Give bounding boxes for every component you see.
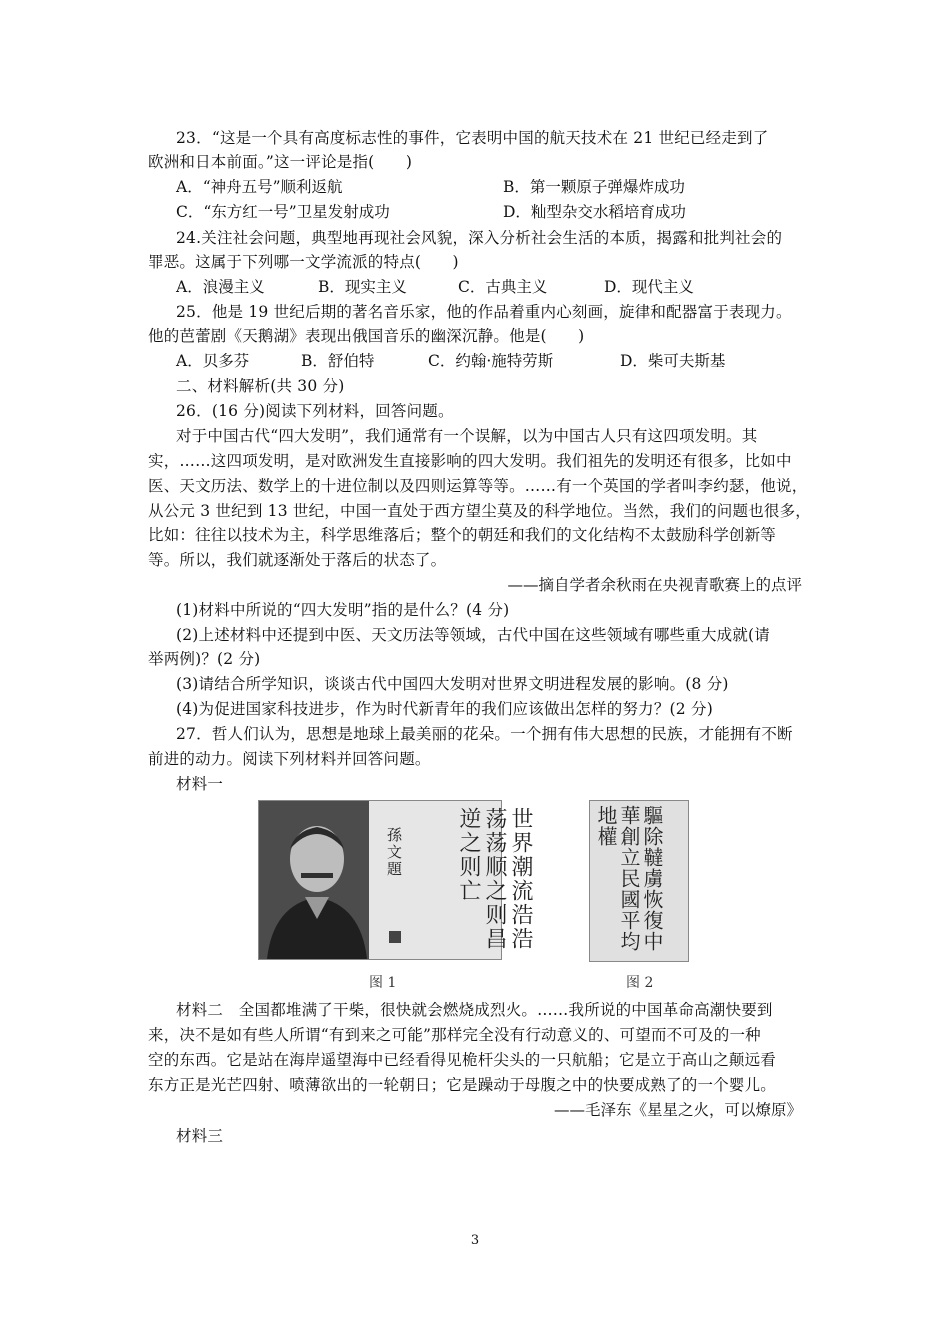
material-three-label: 材料三 [176, 1127, 224, 1145]
q26-sub1: (1)材料中所说的“四大发明”指的是什么？(4 分) [176, 601, 510, 619]
q24-option-a: A．浪漫主义 [176, 278, 265, 296]
figure-2-calligraphy: 驅除韃虜恢復中華創立民國平均地權 [594, 805, 664, 952]
q26-material-line2: 实，……这四项发明，是对欧洲发生直接影响的四大发明。我们祖先的发明还有很多，比如中 [148, 452, 792, 470]
material-two-source: ——毛泽东《星星之火，可以燎原》 [553, 1101, 802, 1119]
section-heading: 二、材料解析(共 30 分) [176, 377, 345, 395]
q26-source: ——摘自学者余秋雨在央视青歌赛上的点评 [507, 576, 802, 594]
figure-1-caption: 图 1 [369, 975, 397, 991]
q25-option-d: D．柴可夫斯基 [620, 352, 726, 370]
seal-icon [389, 931, 401, 943]
q27-stem-line1: 27．哲人们认为，思想是地球上最美丽的花朵。一个拥有伟大思想的民族，才能拥有不断 [176, 725, 793, 743]
material-two-line4: 东方正是光芒四射、喷薄欲出的一轮朝日；它是躁动于母腹之中的快要成熟了的一个婴儿。 [148, 1076, 777, 1094]
portrait-photo [259, 801, 369, 959]
material-two-line2: 来，决不是如有些人所谓“有到来之可能”那样完全没有行动意义的、可望而不可及的一种 [148, 1026, 761, 1044]
q23-stem-line1: 23．“这是一个具有高度标志性的事件，它表明中国的航天技术在 21 世纪已经走到了 [176, 129, 769, 147]
figure-1-signature: 孫文題 [385, 827, 403, 878]
q24-stem-line2: 罪恶。这属于下列哪一文学流派的特点( ) [148, 253, 459, 271]
q26-material-line5: 比如：往往以技术为主，科学思维落后；整个的朝廷和我们的文化结构不太鼓励科学创新等 [148, 526, 777, 544]
material-one-label: 材料一 [176, 775, 224, 793]
q27-stem-line2: 前进的动力。阅读下列材料并回答问题。 [148, 750, 431, 768]
q26-sub2-line1: (2)上述材料中还提到中医、天文历法等领域，古代中国在这些领域有哪些重大成就(请 [176, 626, 771, 644]
q25-option-b: B．舒伯特 [301, 352, 375, 370]
q23-stem-line2: 欧洲和日本前面。”这一评论是指( ) [148, 153, 413, 171]
q25-stem-line1: 25．他是 19 世纪后期的著名音乐家，他的作品着重内心刻画，旋律和配器富于表现力。 [176, 303, 792, 321]
q24-option-c: C．古典主义 [458, 278, 548, 296]
page-number: 3 [470, 1233, 480, 1248]
q24-option-d: D．现代主义 [604, 278, 694, 296]
q26-sub2-line2: 举两例)？(2 分) [148, 650, 261, 668]
q23-option-a: A．“神舟五号”顺利返航 [176, 178, 343, 196]
q24-stem-line1: 24.关注社会问题，典型地再现社会风貌，深入分析社会生活的本质，揭露和批判社会的 [176, 229, 783, 247]
figure-1-calligraphy: 世界潮流浩浩荡荡顺之则昌逆之则亡 [456, 807, 533, 951]
figure-1-image [258, 800, 533, 960]
q23-option-b: B．第一颗原子弹爆炸成功 [503, 178, 685, 196]
q26-material-line1: 对于中国古代“四大发明”，我们通常有一个误解，以为中国古人只有这四项发明。其 [176, 427, 758, 445]
q24-option-b: B．现实主义 [318, 278, 407, 296]
q23-option-d: D．籼型杂交水稻培育成功 [503, 203, 686, 221]
figure-2-image [589, 800, 689, 962]
q26-sub3: (3)请结合所学知识，谈谈古代中国四大发明对世界文明进程发展的影响。(8 分) [176, 675, 729, 693]
figure-2-caption: 图 2 [626, 975, 654, 991]
q25-option-a: A．贝多芬 [176, 352, 250, 370]
q25-stem-line2: 他的芭蕾剧《天鹅湖》表现出俄国音乐的幽深沉静。他是( ) [148, 327, 585, 345]
q26-material-line4: 从公元 3 世纪到 13 世纪，中国一直处于西方望尘莫及的科学地位。当然，我们的问题也很多， [148, 502, 811, 520]
q26-stem: 26．(16 分)阅读下列材料，回答问题。 [176, 402, 454, 420]
material-two-line1: 材料二 全国都堆满了干柴，很快就会燃烧成烈火。……我所说的中国革命高潮快要到 [176, 1001, 773, 1019]
q25-option-c: C．约翰·施特劳斯 [428, 352, 554, 370]
q26-sub4: (4)为促进国家科技进步，作为时代新青年的我们应该做出怎样的努力？(2 分) [176, 700, 713, 718]
material-two-line3: 空的东西。它是站在海岸遥望海中已经看得见桅杆尖头的一只航船；它是立于高山之颠远看 [148, 1051, 777, 1069]
q26-material-line3: 医、天文历法、数学上的十进位制以及四则运算等等。……有一个英国的学者叫李约瑟，他说， [148, 477, 808, 495]
q26-material-line6: 等。所以，我们就逐渐处于落后的状态了。 [148, 551, 447, 569]
q23-option-c: C．“东方红一号”卫星发射成功 [176, 203, 390, 221]
